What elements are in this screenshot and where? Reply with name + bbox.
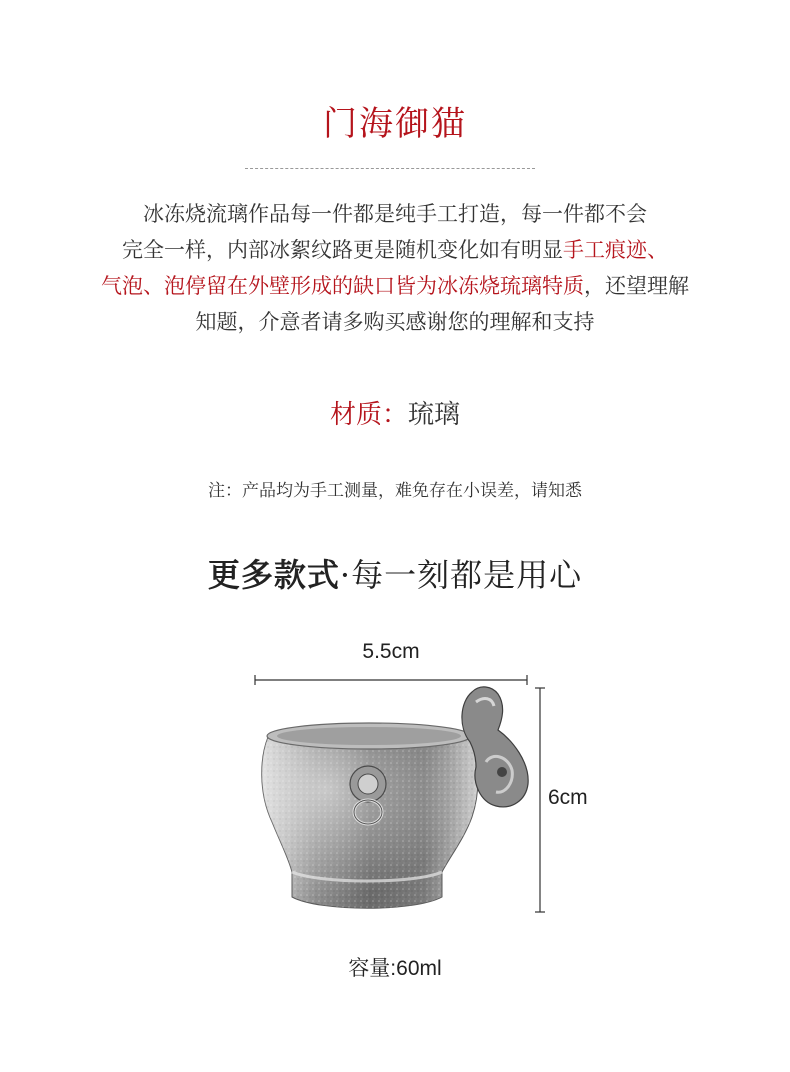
height-dimension-line bbox=[535, 688, 545, 912]
more-styles-rest: ·每一刻都是用心 bbox=[339, 556, 583, 594]
material-line bbox=[0, 394, 790, 431]
material-label: 材质： bbox=[329, 400, 408, 430]
measurement-note: 注：产品均为手工测量，难免存在小误差，请知悉 bbox=[208, 481, 582, 501]
height-label: 6cm bbox=[548, 786, 588, 809]
more-styles-bold: 更多款式 bbox=[207, 556, 340, 594]
width-label: 5.5cm bbox=[362, 640, 420, 663]
product-cup-image bbox=[240, 672, 550, 922]
capacity-label: 容量:60ml bbox=[348, 957, 442, 980]
description-line: 知题，介意者请多购买感谢您的理解和支持 bbox=[195, 310, 595, 334]
dashed-divider bbox=[245, 168, 535, 169]
description-block bbox=[30, 196, 760, 340]
material-value: 琉璃 bbox=[408, 400, 461, 430]
description-line: 冰冻烧流璃作品每一件都是纯手工打造，每一件都不会 bbox=[143, 202, 647, 226]
description-text: ，还望理解 bbox=[584, 274, 689, 298]
more-styles-heading bbox=[0, 550, 790, 596]
description-line bbox=[30, 268, 760, 304]
description-highlight: 气泡、泡停留在外壁形成的缺口皆为冰冻烧琉璃特质 bbox=[101, 274, 584, 298]
description-line bbox=[30, 232, 760, 268]
description-highlight: 手工痕迹、 bbox=[563, 238, 668, 262]
description-text: 完全一样，内部冰絮纹路更是随机变化如有明显 bbox=[122, 238, 563, 262]
page-title: 门海御猫 bbox=[323, 104, 467, 144]
width-dimension-line bbox=[255, 675, 527, 685]
